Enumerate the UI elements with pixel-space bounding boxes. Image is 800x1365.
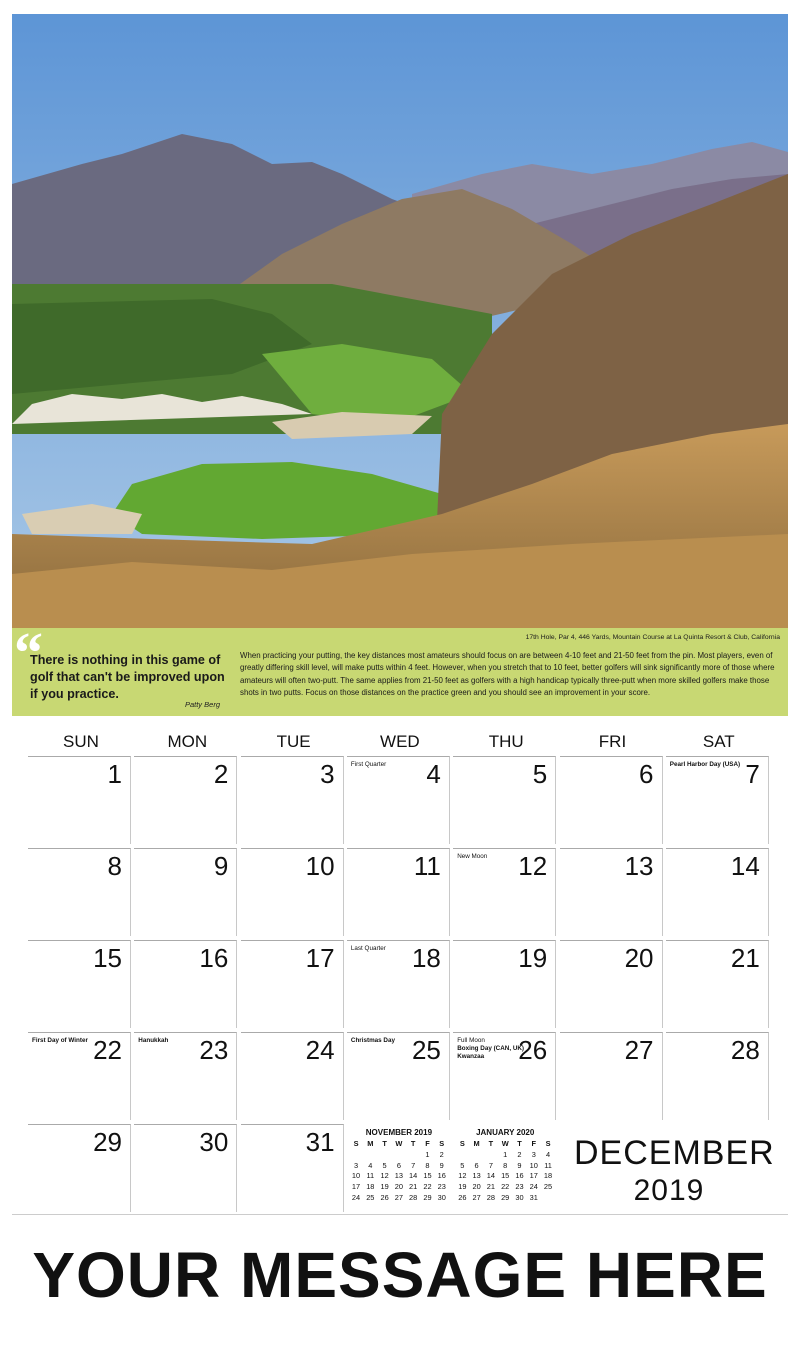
mini-day: 7 xyxy=(411,1160,416,1170)
day-note xyxy=(457,853,487,861)
mini-day: 1 xyxy=(425,1149,430,1159)
mini-calendar-title: JANUARY 2020 xyxy=(476,1128,535,1137)
mini-day: 14 xyxy=(486,1171,495,1181)
day-number: 16 xyxy=(199,943,229,973)
day-cell[interactable] xyxy=(241,756,344,844)
day-cell[interactable] xyxy=(560,756,663,844)
day-number: 31 xyxy=(305,1127,335,1157)
mini-day: 13 xyxy=(472,1171,481,1181)
day-cell[interactable] xyxy=(241,1124,344,1212)
day-cell[interactable] xyxy=(347,940,450,1028)
day-cell[interactable] xyxy=(560,1032,663,1120)
mini-day: 29 xyxy=(423,1192,432,1202)
mini-day: 12 xyxy=(458,1171,467,1181)
day-number: 28 xyxy=(730,1035,760,1065)
quote-icon: “ xyxy=(14,620,43,685)
day-note-line: New Moon xyxy=(457,853,488,860)
mini-day: 3 xyxy=(531,1149,536,1159)
day-cell[interactable] xyxy=(28,940,131,1028)
mini-day: 19 xyxy=(458,1182,467,1192)
day-cell[interactable] xyxy=(453,940,556,1028)
weekday-sun: SUN xyxy=(63,732,99,751)
mini-day: 25 xyxy=(543,1182,553,1192)
mini-weekday: T xyxy=(382,1139,387,1148)
mini-day: 10 xyxy=(351,1171,361,1181)
day-cell[interactable] xyxy=(134,756,237,844)
mini-calendar-title: NOVEMBER 2019 xyxy=(365,1128,433,1137)
day-number: 26 xyxy=(518,1035,548,1065)
mini-day xyxy=(363,1150,377,1161)
day-number: 6 xyxy=(639,759,654,789)
day-number: 9 xyxy=(213,851,229,881)
mini-day: 26 xyxy=(380,1192,389,1202)
day-cell[interactable] xyxy=(28,1124,131,1212)
mini-day: 10 xyxy=(529,1160,538,1170)
mini-weekday: F xyxy=(531,1139,536,1148)
weekday-sat: SAT xyxy=(702,732,735,751)
mini-weekday: T xyxy=(488,1139,494,1148)
day-number: 2 xyxy=(213,759,229,789)
day-number: 19 xyxy=(518,943,548,973)
mini-day: 20 xyxy=(472,1182,481,1192)
mini-day: 26 xyxy=(458,1192,467,1202)
mini-day: 4 xyxy=(545,1149,551,1159)
mini-calendar-january xyxy=(455,1128,555,1204)
mini-day: 5 xyxy=(382,1160,387,1170)
mini-day xyxy=(392,1150,406,1161)
day-cell[interactable] xyxy=(241,848,344,936)
day-cell[interactable] xyxy=(666,756,769,844)
mini-day: 9 xyxy=(517,1160,522,1170)
photo-caption: 17th Hole, Par 4, 446 Yards, Mountain Course at La Quinta Resort & Club, California xyxy=(525,634,780,641)
mini-day: 18 xyxy=(366,1182,375,1192)
mini-weekday: F xyxy=(425,1139,430,1148)
day-number: 8 xyxy=(107,851,122,881)
mini-day: 13 xyxy=(394,1171,403,1181)
day-note-line: Last Quarter xyxy=(350,945,386,952)
day-number: 17 xyxy=(305,943,335,973)
quote-text: There is nothing in this game of golf that can't be improved upon if you practice. xyxy=(30,653,225,701)
day-cell[interactable] xyxy=(666,940,769,1028)
day-note-line: Pearl Harbor Day (USA) xyxy=(669,761,741,768)
mini-weekday: T xyxy=(410,1139,416,1148)
mini-day: 8 xyxy=(503,1160,508,1170)
mini-day: 8 xyxy=(425,1160,430,1170)
mini-day xyxy=(377,1150,391,1161)
landscape-illustration xyxy=(12,14,788,628)
mini-day: 12 xyxy=(380,1171,389,1181)
day-note xyxy=(351,761,386,769)
mini-day: 3 xyxy=(353,1160,359,1170)
day-number: 25 xyxy=(411,1035,441,1065)
day-cell[interactable] xyxy=(134,1124,237,1212)
day-cell[interactable] xyxy=(241,940,344,1028)
mini-day: 29 xyxy=(501,1192,510,1202)
quote-author: Patty Berg xyxy=(184,700,220,709)
day-number: 13 xyxy=(624,851,654,881)
mini-day: 9 xyxy=(439,1160,444,1170)
mini-calendar-november xyxy=(349,1128,449,1204)
mini-day: 6 xyxy=(474,1160,479,1170)
mini-day: 17 xyxy=(351,1182,361,1192)
day-note-line: Full Moon xyxy=(457,1037,485,1044)
day-cell[interactable] xyxy=(347,756,450,844)
day-number: 20 xyxy=(624,943,654,973)
mini-day: 16 xyxy=(437,1171,446,1181)
day-note-line: Boxing Day (CAN, UK) xyxy=(457,1044,525,1052)
mini-day: 23 xyxy=(437,1182,446,1192)
mini-day: 21 xyxy=(409,1182,418,1192)
mini-day: 28 xyxy=(409,1192,418,1202)
day-cell[interactable] xyxy=(28,756,131,844)
day-cell[interactable] xyxy=(453,756,556,844)
mini-day: 30 xyxy=(437,1192,446,1202)
weekday-wed: WED xyxy=(380,732,420,751)
mini-day: 20 xyxy=(394,1182,403,1192)
day-note xyxy=(351,1037,395,1045)
mini-day: 23 xyxy=(515,1182,524,1192)
day-cell[interactable] xyxy=(666,1032,769,1120)
day-cell[interactable] xyxy=(134,940,237,1028)
mini-day: 21 xyxy=(486,1182,495,1192)
mini-weekday: S xyxy=(545,1139,551,1148)
day-number: 22 xyxy=(93,1035,122,1065)
day-number: 5 xyxy=(532,759,548,789)
year-title: 2019 xyxy=(633,1174,705,1207)
day-note xyxy=(457,1037,524,1060)
mini-day: 27 xyxy=(472,1192,481,1202)
day-cell[interactable] xyxy=(666,848,769,936)
mini-day: 25 xyxy=(366,1192,375,1202)
golf-course-photo xyxy=(12,14,788,628)
day-note-line: Christmas Day xyxy=(350,1037,395,1044)
day-number: 23 xyxy=(199,1035,229,1065)
weekday-fri: FRI xyxy=(598,732,627,751)
mini-day: 4 xyxy=(368,1160,373,1170)
weekday-header xyxy=(28,726,772,756)
day-cell[interactable] xyxy=(560,940,663,1028)
mini-day xyxy=(469,1150,483,1161)
day-number: 7 xyxy=(745,759,760,789)
day-cell[interactable] xyxy=(28,1032,131,1120)
mini-weekday: S xyxy=(459,1139,465,1148)
mini-weekday: T xyxy=(517,1139,522,1148)
day-cell[interactable] xyxy=(134,848,237,936)
day-number: 18 xyxy=(411,943,441,973)
mini-day: 28 xyxy=(486,1192,495,1202)
mini-calendar-grid xyxy=(349,1139,449,1204)
tip-text: When practicing your putting, the key distances most amateurs should focus on are between 4-10 feet and 21-50 feet from the pin. Most players, even of greatly differing skill level, will make putts within 4 feet. However, when you stretch that to 10 feet, better golfers will sink significantly more of those where amateurs will often two-putt. The same applies from 21-50 feet as golfers with a high handicap typically three-putt when more skilled golfers make those shots in two putts. Focus on those distances on the practice green and you should see an improvement in your score. xyxy=(240,651,775,698)
day-note xyxy=(138,1037,168,1045)
day-number: 21 xyxy=(730,943,760,973)
mini-day: 22 xyxy=(501,1182,510,1192)
day-number: 29 xyxy=(93,1127,122,1157)
day-note-line: Kwanzaa xyxy=(457,1052,485,1060)
mini-day: 5 xyxy=(460,1160,465,1170)
mini-day: 2 xyxy=(517,1149,522,1159)
weekday-tue: TUE xyxy=(276,732,311,751)
day-note xyxy=(351,945,386,953)
day-note xyxy=(32,1037,88,1045)
day-cell[interactable] xyxy=(347,1032,450,1120)
mini-calendar-grid xyxy=(455,1139,555,1204)
mini-day: 15 xyxy=(501,1171,510,1181)
mini-weekday: W xyxy=(501,1139,509,1148)
mini-day: 18 xyxy=(543,1171,553,1181)
mini-weekday: M xyxy=(367,1139,374,1148)
day-number: 11 xyxy=(413,851,441,881)
day-number: 14 xyxy=(730,851,760,881)
day-cell[interactable] xyxy=(28,848,131,936)
mini-day: 19 xyxy=(380,1182,389,1192)
mini-day: 6 xyxy=(396,1160,401,1170)
mini-day xyxy=(455,1150,469,1161)
mini-day: 11 xyxy=(544,1160,552,1170)
mini-day: 15 xyxy=(423,1171,432,1181)
day-note xyxy=(670,761,740,769)
mini-day xyxy=(484,1150,498,1161)
month-title: DECEMBER xyxy=(574,1134,775,1172)
day-cell[interactable] xyxy=(453,1032,556,1120)
day-number: 1 xyxy=(107,759,122,789)
mini-day: 11 xyxy=(366,1171,375,1181)
mini-day xyxy=(349,1150,363,1161)
day-number: 27 xyxy=(624,1035,654,1065)
mini-day: 16 xyxy=(515,1171,524,1181)
mini-weekday: M xyxy=(473,1139,480,1148)
mini-weekday: S xyxy=(439,1139,445,1148)
day-note-line: Hanukkah xyxy=(138,1037,169,1044)
mini-day xyxy=(406,1150,420,1161)
footer-divider xyxy=(12,1214,788,1215)
day-number: 15 xyxy=(93,943,122,973)
day-note-line: First Quarter xyxy=(350,761,387,768)
day-number: 10 xyxy=(305,851,335,881)
day-number: 3 xyxy=(320,759,335,789)
weekday-thu: THU xyxy=(488,732,524,751)
day-number: 24 xyxy=(305,1035,335,1065)
day-note-line: First Day of Winter xyxy=(32,1037,88,1044)
day-cell[interactable] xyxy=(347,848,450,936)
mini-day: 24 xyxy=(351,1192,361,1202)
mini-weekday: W xyxy=(395,1139,403,1148)
mini-day: 17 xyxy=(529,1171,538,1181)
mini-day: 14 xyxy=(409,1171,418,1181)
day-cell[interactable] xyxy=(241,1032,344,1120)
day-number: 30 xyxy=(199,1127,229,1157)
weekday-mon: MON xyxy=(167,732,208,751)
mini-day: 2 xyxy=(439,1149,444,1159)
day-cell[interactable] xyxy=(560,848,663,936)
mini-weekday: S xyxy=(353,1139,359,1148)
day-number: 4 xyxy=(426,759,441,789)
day-cell[interactable] xyxy=(453,848,556,936)
mini-day: 27 xyxy=(394,1192,403,1202)
mini-day: 31 xyxy=(529,1192,538,1202)
info-band xyxy=(12,620,788,716)
mini-day: 1 xyxy=(503,1149,508,1159)
mini-day: 22 xyxy=(423,1182,432,1192)
day-number: 12 xyxy=(518,851,548,881)
day-cell[interactable] xyxy=(134,1032,237,1120)
mini-day: 30 xyxy=(515,1192,524,1202)
mini-day: 7 xyxy=(488,1160,493,1170)
advertiser-message: YOUR MESSAGE HERE xyxy=(32,1239,768,1311)
mini-day: 24 xyxy=(529,1182,538,1192)
